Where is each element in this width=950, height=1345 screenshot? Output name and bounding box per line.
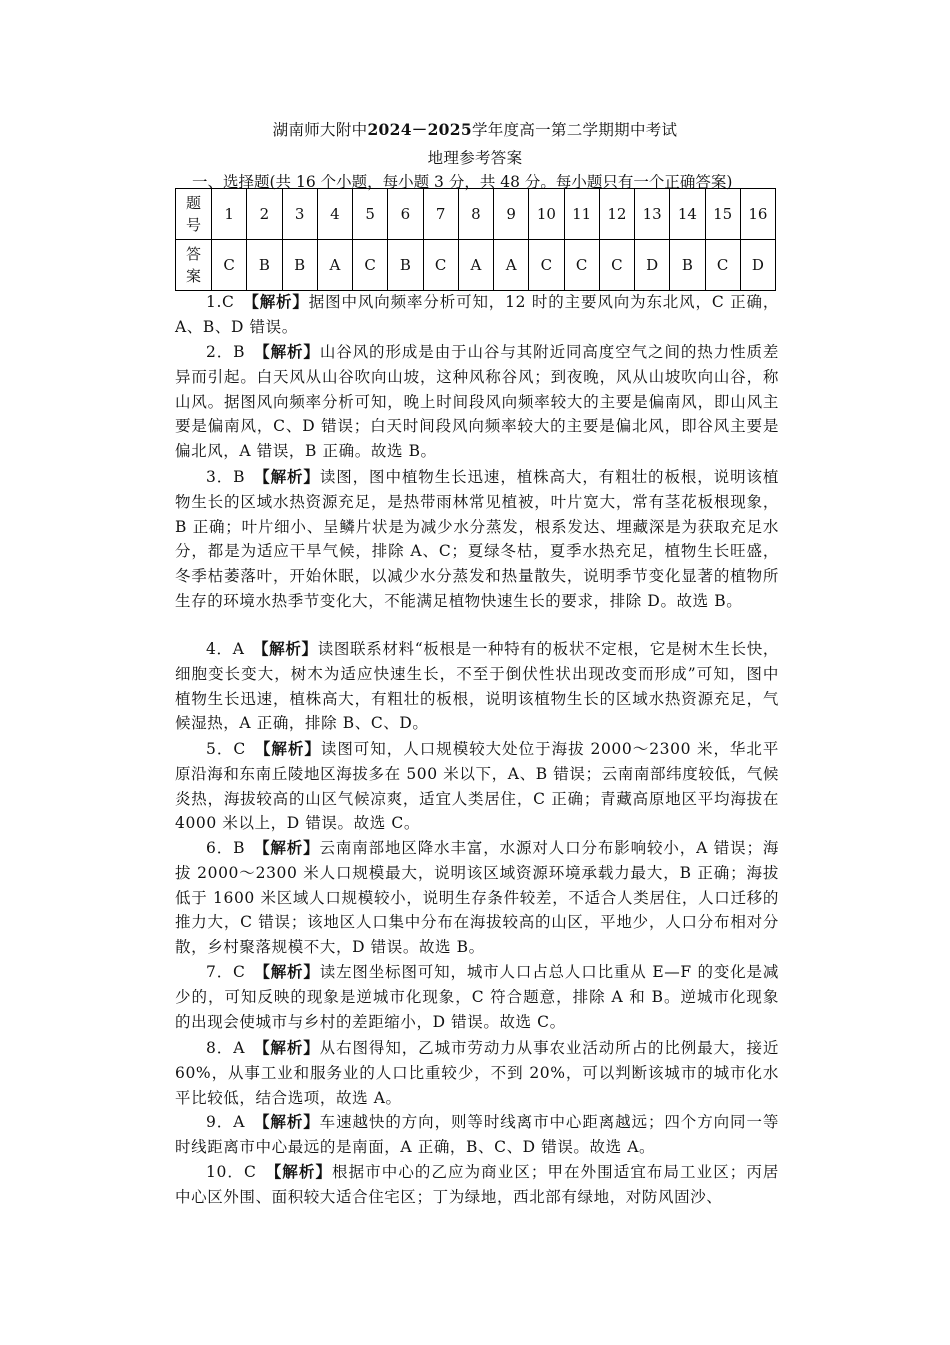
explanation-text: 山谷风的形成是由于山谷与其附近同高度空气之间的热力性质差异而引起。白天风从山谷吹向山坡，这种风称谷风；到夜晚，风从山坡吹向山谷，称山风。据图风向频率分析可知，晚上时间段风向频率较大的主要是偏南风，即山风主要是偏南风，C、D 错误；白天时间段风向频率较大的主要是偏北风，即谷风主要是偏北风，A 错误，B 正确。故选 B。 — [175, 343, 780, 461]
question-number-cell: 16 — [740, 189, 775, 240]
question-number-cell: 2 — [247, 189, 282, 240]
row-header-number: 题号 — [176, 189, 212, 240]
explanation-text: 从右图得知，乙城市劳动力从事农业活动所占的比例最大，接近 60%，从事工业和服务业的人口比重较少，不到 20%，可以判断该城市的城市化水平比较低，结合选项，故选 A。 — [175, 1039, 779, 1107]
explanation-number: 4．A — [206, 640, 261, 658]
question-number-cell: 8 — [458, 189, 493, 240]
answer-cell: C — [564, 240, 599, 291]
question-number-cell: 12 — [599, 189, 634, 240]
explanation-number: 7．C — [206, 963, 263, 981]
question-number-cell: 1 — [212, 189, 247, 240]
explanation-text: 云南南部地区降水丰富，水源对人口分布影响较小，A 错误；海拔 2000～2300 米人口规模最大，说明该区域资源环境承载力最大，B 正确；海拔低于 1600 米区域人口规模较小，说明生存条件较差，不适合人类居住，人口迁移的推力大，C 错误；该地区人口集中分布在海拔较高的山区，平地少，人口分布相对分散，乡村聚落规模不大，D 错误。故选 B。 — [175, 839, 780, 957]
explanation-paragraph — [175, 960, 779, 1034]
analysis-tag: 【解析】 — [262, 962, 320, 981]
answer-table — [175, 188, 776, 291]
question-number-cell: 14 — [670, 189, 705, 240]
row-header-answer: 答案 — [176, 240, 212, 291]
explanation-paragraph — [175, 637, 779, 736]
analysis-tag: 【解析】 — [261, 1112, 320, 1131]
question-number-cell: 6 — [388, 189, 423, 240]
explanation-paragraph — [175, 290, 779, 340]
analysis-tag: 【解析】 — [273, 1162, 333, 1181]
section-heading: 一、选择题(共 16 个小题，每小题 3 分，共 48 分。每小题只有一个正确答案) — [192, 173, 733, 191]
explanation-number: 9．A — [206, 1113, 262, 1131]
question-number-cell: 7 — [423, 189, 458, 240]
question-number-cell: 11 — [564, 189, 599, 240]
question-number-cell: 9 — [494, 189, 529, 240]
explanation-text: 车速越快的方向，则等时线离市中心距离越远；四个方向同一等时线距离市中心最远的是南面，A 正确，B、C、D 错误。故选 A。 — [175, 1113, 779, 1156]
answer-cell: B — [670, 240, 705, 291]
explanation-number: 1.C — [206, 293, 252, 311]
answer-cell: C — [423, 240, 458, 291]
answer-cell: D — [635, 240, 670, 291]
question-number-cell: 15 — [705, 189, 740, 240]
explanation-text: 读图，图中植物生长迅速，植株高大，有粗壮的板根，说明该植物生长的区域水热资源充足，是热带雨林常见植被，叶片宽大，常有茎花板根现象，B 正确；叶片细小、呈鳞片状是为减少水分蒸发，根系发达、埋藏深是为获取充足水分，都是为适应干旱气候，排除 A、C；夏绿冬枯，夏季水热充足，植物生长旺盛，冬季枯萎落叶，开始休眠，以减少水分蒸发和热量散失，说明季节变化显著的植物所生存的环境水热季节变化大，不能满足植物快速生长的要求，排除 D。故选 B。 — [175, 468, 780, 610]
answer-cell: A — [458, 240, 493, 291]
analysis-tag: 【解析】 — [261, 342, 320, 361]
analysis-tag: 【解析】 — [261, 838, 320, 857]
explanation-number: 10．C — [206, 1163, 274, 1181]
explanation-number: 6．B — [206, 839, 262, 857]
explanation-number: 8．A — [206, 1039, 262, 1057]
analysis-tag: 【解析】 — [261, 1038, 320, 1057]
answer-cell: D — [740, 240, 775, 291]
explanation-paragraph — [175, 836, 779, 960]
question-number-cell: 3 — [282, 189, 317, 240]
analysis-tag: 【解析】 — [260, 639, 318, 658]
title-school: 湖南师大附中 — [272, 121, 368, 139]
answer-cell: A — [317, 240, 352, 291]
question-number-cell: 10 — [529, 189, 564, 240]
table-row-answers — [176, 240, 776, 291]
explanation-paragraph — [175, 1160, 779, 1210]
question-number-cell: 5 — [353, 189, 388, 240]
analysis-tag: 【解析】 — [262, 739, 321, 758]
explanation-text: 读图联系材料“板根是一种特有的板状不定根，它是树木生长快，细胞变长变大，树木为适应快速生长，不至于倒伏性状出现改变而形成”可知，图中植物生长迅速，植株高大，有粗壮的板根，说明该植物生长的区域水热资源充足，气候湿热，A 正确，排除 B、C、D。 — [175, 640, 779, 733]
explanation-text: 读图可知，人口规模较大处位于海拔 2000～2300 米，华北平原沿海和东南丘陵地区海拔多在 500 米以下，A、B 错误；云南南部纬度较低，气候炎热，海拔较高的山区气候凉爽，适宜人类居住，C 正确；青藏高原地区平均海拔在 4000 米以上，D 错误。故选 C。 — [175, 740, 779, 833]
explanation-text: 读左图坐标图可知，城市人口占总人口比重从 E—F 的变化是减少的，可知反映的现象是逆城市化现象，C 符合题意，排除 A 和 B。逆城市化现象的出现会使城市与乡村的差距缩小，D 错误。故选 C。 — [175, 963, 779, 1031]
answer-cell: B — [388, 240, 423, 291]
answer-cell: C — [705, 240, 740, 291]
explanation-number: 5．C — [206, 740, 263, 758]
analysis-tag: 【解析】 — [251, 292, 309, 311]
explanation-paragraph — [175, 737, 779, 836]
explanation-text: 根据市中心的乙应为商业区；甲在外围适宜布局工业区；丙居中心区外围、面积较大适合住宅区；丁为绿地，西北部有绿地，对防风固沙、 — [175, 1163, 780, 1206]
title-years: 2024－2025 — [367, 120, 472, 139]
explanation-paragraph — [175, 1110, 779, 1160]
analysis-tag: 【解析】 — [261, 467, 320, 486]
explanation-number: 2．B — [206, 343, 262, 361]
explanation-number: 3．B — [206, 468, 262, 486]
answer-cell: B — [282, 240, 317, 291]
explanation-text: 据图中风向频率分析可知，12 时的主要风向为东北风，C 正确，A、B、D 错误。 — [175, 293, 779, 336]
answer-cell: C — [529, 240, 564, 291]
question-number-cell: 13 — [635, 189, 670, 240]
document-subtitle: 地理参考答案 — [427, 149, 523, 167]
explanation-paragraph — [175, 1036, 779, 1110]
answer-cell: C — [353, 240, 388, 291]
table-row-numbers — [176, 189, 776, 240]
explanation-paragraph — [175, 340, 779, 464]
title-exam: 学年度高一第二学期期中考试 — [471, 121, 678, 139]
answer-cell: C — [212, 240, 247, 291]
answer-cell: A — [494, 240, 529, 291]
document-title — [0, 118, 950, 140]
question-number-cell: 4 — [317, 189, 352, 240]
answer-cell: C — [599, 240, 634, 291]
answer-cell: B — [247, 240, 282, 291]
explanation-paragraph — [175, 465, 779, 614]
